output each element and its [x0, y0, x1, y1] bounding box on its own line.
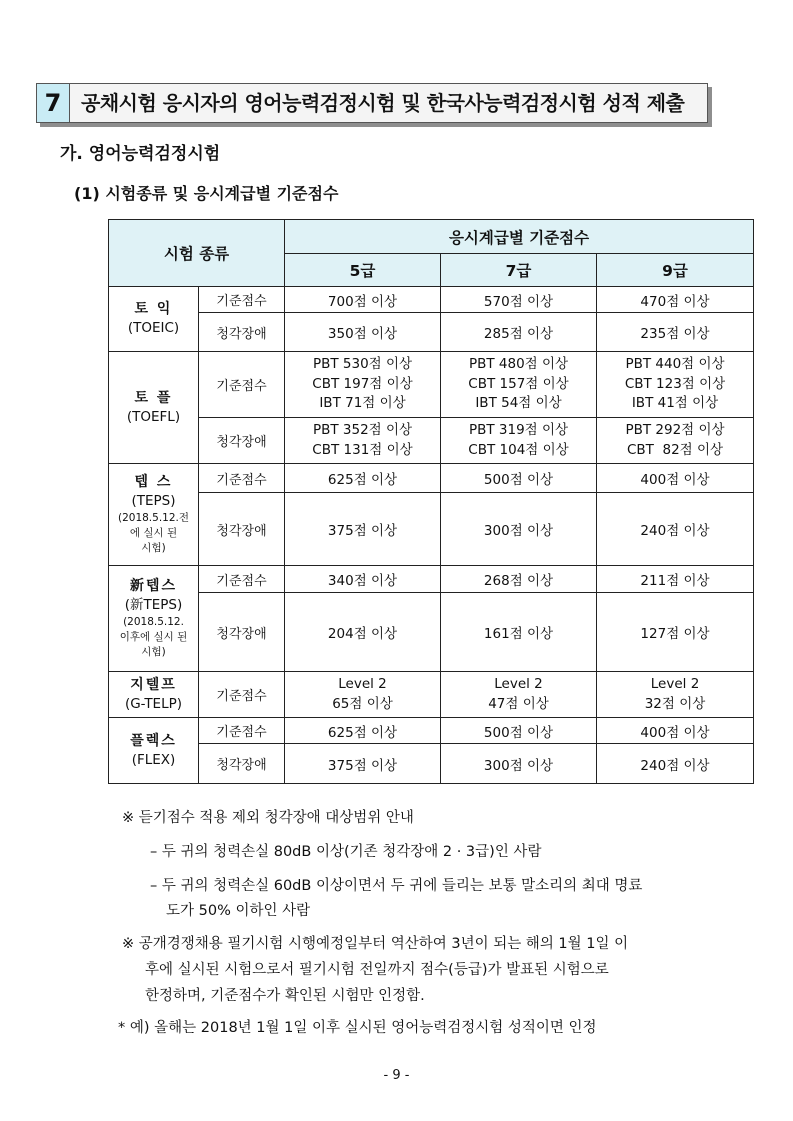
subsubsection-title: (1) 시험종류 및 응시계급별 기준점수	[74, 184, 339, 203]
table-row: 新텝스 (新TEPS) (2018.5.12. 이후에 실시 된 시험) 기준점수 340점 이상 268점 이상 211점 이상	[109, 566, 754, 593]
note-hearing-b1: – 두 귀의 청력손실 60dB 이상이면서 두 귀에 들리는 보통 말소리의 최대 명료	[150, 878, 643, 894]
header-grade-5: 5급	[285, 254, 441, 287]
exam-toefl: 토 플 (TOEFL)	[109, 352, 199, 464]
table-row: 청각장애 375점 이상 300점 이상 240점 이상	[109, 493, 754, 566]
table-row: 지텔프 (G-TELP) 기준점수 Level 2 65점 이상 Level 2 47점 이상 Level 2 32점 이상	[109, 672, 754, 718]
note-validity-1: ※ 공개경쟁채용 필기시험 시행예정일부터 역산하여 3년이 되는 해의 1월 1일 이	[122, 936, 629, 952]
table-row: 토 플 (TOEFL) 기준점수 PBT 530점 이상 CBT 197점 이상 IBT 71점 이상 PBT 480점 이상 CBT 157점 이상 IBT 54점 이상 PBT 440점 이상 CBT 123점 이상 IBT 41점 이상	[109, 352, 754, 418]
note-hearing-b2: 도가 50% 이하인 사람	[166, 903, 311, 919]
exam-teps: 텝 스 (TEPS) (2018.5.12.전 에 실시 된 시험)	[109, 464, 199, 566]
header-grade-9: 9급	[597, 254, 754, 287]
section-number: 7	[37, 84, 70, 122]
table-row: 청각장애 204점 이상 161점 이상 127점 이상	[109, 593, 754, 672]
table-row: 청각장애 350점 이상 285점 이상 235점 이상	[109, 313, 754, 352]
header-exam-type: 시험 종류	[109, 220, 285, 287]
table-row: 청각장애 375점 이상 300점 이상 240점 이상	[109, 744, 754, 784]
section-header-bar	[36, 83, 708, 123]
table-row: 청각장애 PBT 352점 이상 CBT 131점 이상 PBT 319점 이상 CBT 104점 이상 PBT 292점 이상 CBT 82점 이상	[109, 418, 754, 464]
note-hearing-title: ※ 듣기점수 적용 제외 청각장애 대상범위 안내	[122, 810, 414, 826]
page-number: - 9 -	[383, 1068, 410, 1083]
exam-gtelp: 지텔프 (G-TELP)	[109, 672, 199, 718]
table-row: 토 익 (TOEIC) 기준점수 700점 이상 570점 이상 470점 이상	[109, 287, 754, 313]
table-row: 플렉스 (FLEX) 기준점수 625점 이상 500점 이상 400점 이상	[109, 718, 754, 744]
note-example: * 예) 올해는 2018년 1월 1일 이후 실시된 영어능력검정시험 성적이면 인정	[118, 1020, 597, 1036]
note-validity-2: 후에 실시된 시험으로서 필기시험 전일까지 점수(등급)가 발표된 시험으로	[145, 962, 609, 978]
header-grade-score: 응시계급별 기준점수	[285, 220, 754, 254]
section-title: 공채시험 응시자의 영어능력검정시험 및 한국사능력검정시험 성적 제출	[81, 91, 685, 115]
header-grade-7: 7급	[441, 254, 597, 287]
note-hearing-a: – 두 귀의 청력손실 80dB 이상(기존 청각장애 2 · 3급)인 사람	[150, 844, 542, 860]
exam-flex: 플렉스 (FLEX)	[109, 718, 199, 784]
note-validity-3: 한정하며, 기준점수가 확인된 시험만 인정함.	[145, 988, 425, 1004]
exam-new-teps: 新텝스 (新TEPS) (2018.5.12. 이후에 실시 된 시험)	[109, 566, 199, 672]
subsection-title: 가. 영어능력검정시험	[60, 144, 221, 164]
exam-toeic: 토 익 (TOEIC)	[109, 287, 199, 352]
score-table	[108, 219, 754, 784]
table-row: 텝 스 (TEPS) (2018.5.12.전 에 실시 된 시험) 기준점수 625점 이상 500점 이상 400점 이상	[109, 464, 754, 493]
section-header	[36, 83, 710, 123]
